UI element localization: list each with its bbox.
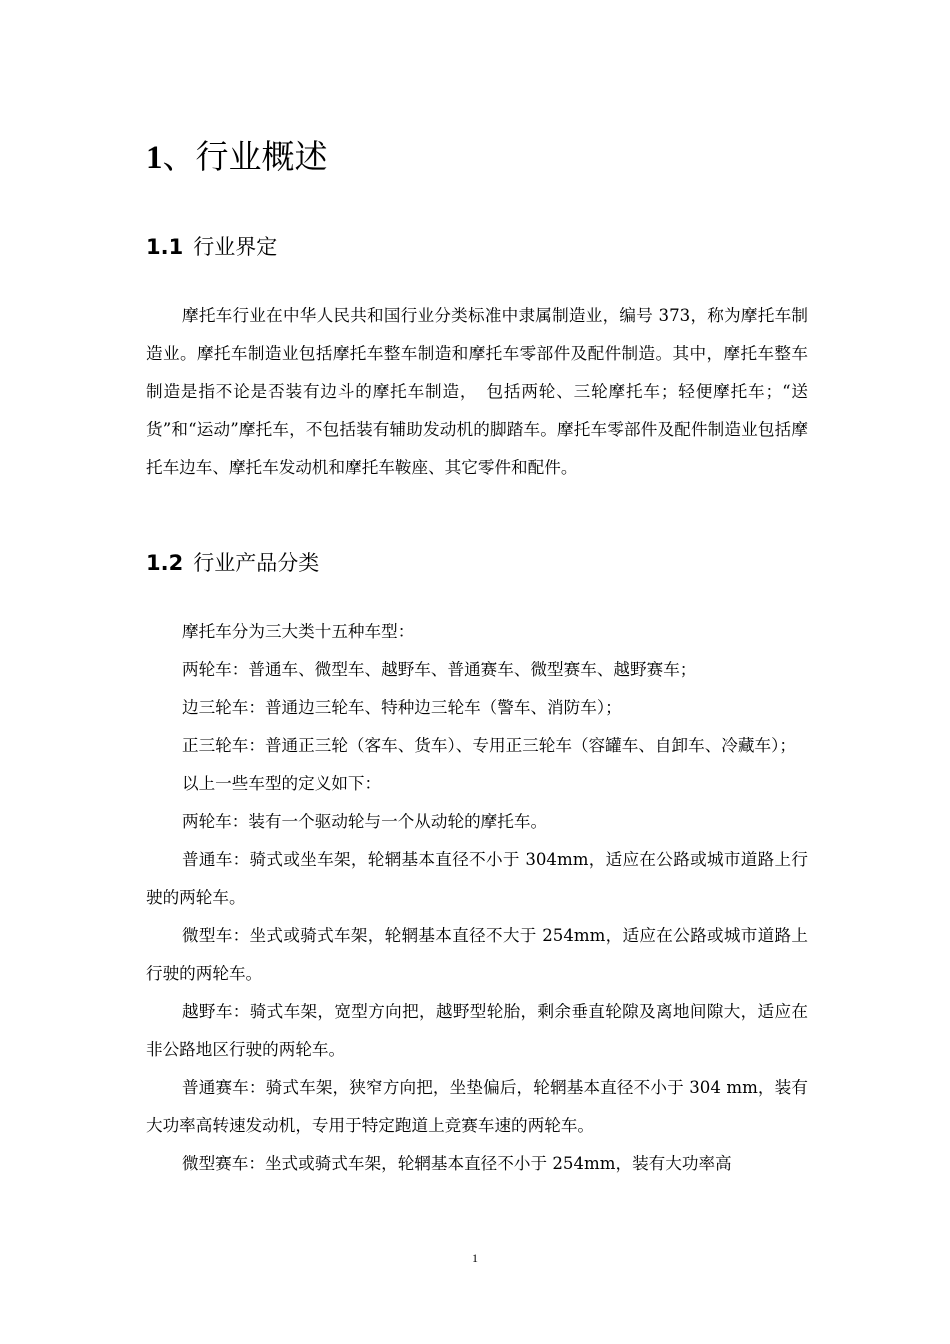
paragraph: 摩托车分为三大类十五种车型： [182,622,415,641]
paragraph: 普通赛车：骑式车架，狭窄方向把，坐垫偏后，轮辋基本直径不小于 304 mm，装有大功率高转速发动机，专用于特定跑道上竞赛车速的两轮车。 [146,1078,808,1135]
paragraph: 两轮车：普通车、微型车、越野车、普通赛车、微型赛车、越野赛车； [182,660,697,679]
paragraph: 微型车：坐式或骑式车架，轮辋基本直径不大于 254mm，适应在公路或城市道路上行驶的两轮车。 [146,926,808,983]
chapter-title: 行业概述 [195,137,328,176]
paragraph: 越野车：骑式车架，宽型方向把，越野型轮胎，剩余垂直轮隙及离地间隙大，适应在非公路地区行驶的两轮车。 [146,1002,808,1059]
chapter-heading [146,132,328,183]
paragraph: 摩托车行业在中华人民共和国行业分类标准中隶属制造业，编号 373，称为摩托车制造业。摩托车制造业包括摩托车整车制造和摩托车零部件及配件制造。其中，摩托车整车制造是指不论是否装有边斗的摩托车制造， 包括两轮、三轮摩托车；轻便摩托车；“送货”和“运动”摩托车，不包括装有辅助发动机的脚踏车。摩托车零部件及配件制造业包括摩托车边车、摩托车发动机和摩托车鞍座、其它零件和配件。 [146,306,808,477]
section-title: 行业界定 [193,235,278,259]
paragraph: 边三轮车：普通边三轮车、特种边三轮车（警车、消防车）； [182,698,622,717]
section-heading-1-2 [146,548,319,578]
paragraph: 两轮车：装有一个驱动轮与一个从动轮的摩托车。 [182,812,548,831]
chapter-separator: 、 [162,137,196,176]
paragraph: 以上一些车型的定义如下： [182,774,382,793]
chapter-number: 1 [146,140,163,176]
paragraph: 微型赛车：坐式或骑式车架，轮辋基本直径不小于 254mm，装有大功率高 [182,1154,732,1173]
paragraph: 普通车：骑式或坐车架，轮辋基本直径不小于 304mm，适应在公路或城市道路上行驶的两轮车。 [146,850,808,907]
section-1-2-body [146,613,808,1183]
section-title: 行业产品分类 [193,551,320,575]
section-number: 1.1 [146,235,184,259]
paragraph: 正三轮车：普通正三轮（客车、货车）、专用正三轮车（容罐车、自卸车、冷藏车）； [182,736,796,755]
section-1-1-body [146,297,808,487]
section-heading-1-1 [146,232,277,262]
page-number: 1 [472,1251,478,1265]
section-number: 1.2 [146,551,184,575]
